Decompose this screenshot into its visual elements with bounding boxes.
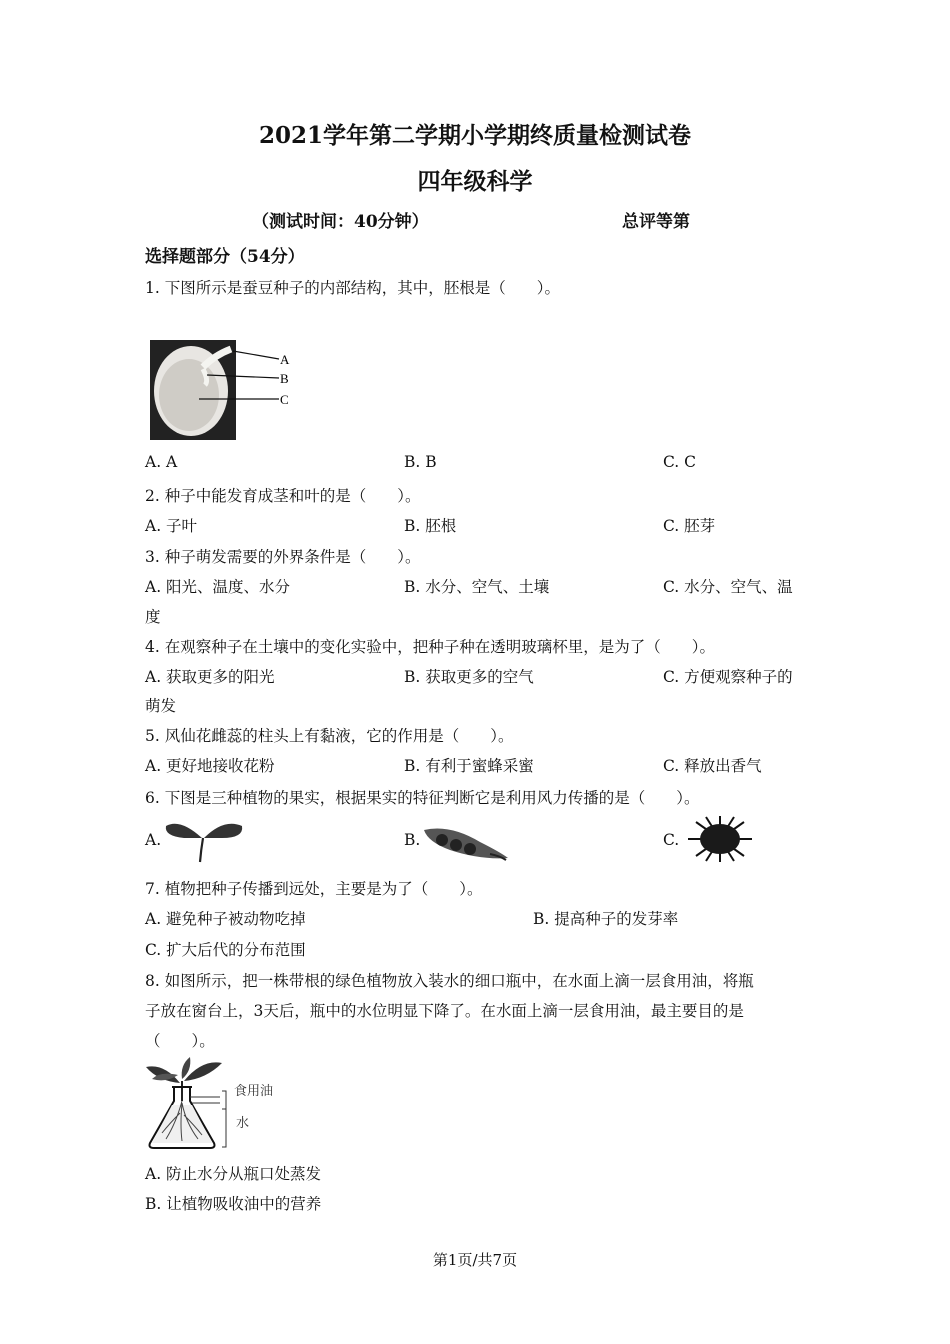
question-6-stem: 6. 下图是三种植物的果实，根据果实的特征判断它是利用风力传播的是（ ）。 xyxy=(145,789,700,807)
q2-option-a: A. 子叶 xyxy=(145,517,198,535)
q2-option-c: C. 胚芽 xyxy=(663,517,716,535)
q4-option-b: B. 获取更多的空气 xyxy=(404,668,534,686)
q4-option-c-wrap: 萌发 xyxy=(145,697,177,715)
q3-option-b: B. 水分、空气、土壤 xyxy=(404,578,550,596)
figure-label-c: C xyxy=(280,392,289,407)
label-edible-oil: 食用油 xyxy=(234,1084,274,1099)
flask-plant-figure xyxy=(140,1053,300,1153)
q7-option-a: A. 避免种子被动物吃掉 xyxy=(145,910,306,928)
page-footer: 第1页/共7页 xyxy=(432,1251,518,1269)
figure-label-b: B xyxy=(280,371,289,386)
question-8-stem-line-3: （ ）。 xyxy=(145,1032,215,1050)
test-time: （测试时间：40分钟） xyxy=(252,212,429,232)
cocklebur-icon xyxy=(684,814,756,864)
question-3-stem: 3. 种子萌发需要的外界条件是（ ）。 xyxy=(145,548,421,566)
q3-option-c: C. 水分、空气、温 xyxy=(663,578,793,596)
grade-label: 总评等第 xyxy=(622,212,690,232)
question-7-stem: 7. 植物把种子传播到远处，主要是为了（ ）。 xyxy=(145,880,483,898)
q3-option-a: A. 阳光、温度、水分 xyxy=(145,578,291,596)
label-water: 水 xyxy=(236,1116,250,1131)
exam-title: 2021学年第二学期小学期终质量检测试卷 xyxy=(258,122,691,149)
q6-option-c: C. xyxy=(663,831,680,849)
question-1-stem: 1. 下图所示是蚕豆种子的内部结构，其中，胚根是（ ）。 xyxy=(145,279,560,297)
q4-option-c: C. 方便观察种子的 xyxy=(663,668,793,686)
broad-bean-seed-figure xyxy=(145,337,295,443)
exam-subtitle: 四年级科学 xyxy=(417,168,533,195)
pea-pod-icon xyxy=(420,820,512,864)
q4-option-a: A. 获取更多的阳光 xyxy=(145,668,275,686)
q5-option-c: C. 释放出香气 xyxy=(663,757,762,775)
maple-samara-icon xyxy=(162,816,246,864)
q7-option-c: C. 扩大后代的分布范围 xyxy=(145,941,306,959)
q8-option-b: B. 让植物吸收油中的营养 xyxy=(145,1195,322,1213)
q8-option-a: A. 防止水分从瓶口处蒸发 xyxy=(145,1165,322,1183)
q5-option-b: B. 有利于蜜蜂采蜜 xyxy=(404,757,534,775)
q7-option-b: B. 提高种子的发芽率 xyxy=(533,910,679,928)
q6-option-b: B. xyxy=(404,831,421,849)
q2-option-b: B. 胚根 xyxy=(404,517,457,535)
question-5-stem: 5. 风仙花雌蕊的柱头上有黏液，它的作用是（ ）。 xyxy=(145,727,514,745)
figure-label-a: A xyxy=(280,352,290,367)
question-8-stem-line-2: 子放在窗台上，3天后，瓶中的水位明显下降了。在水面上滴一层食用油，最主要目的是 xyxy=(145,1002,744,1020)
question-8-stem-line-1: 8. 如图所示，把一株带根的绿色植物放入装水的细口瓶中，在水面上滴一层食用油，将瓶 xyxy=(145,972,754,990)
q6-option-a: A. xyxy=(145,831,162,849)
q1-option-a: A. A xyxy=(145,453,178,471)
q5-option-a: A. 更好地接收花粉 xyxy=(145,757,275,775)
q1-option-c: C. C xyxy=(663,453,697,471)
section-title: 选择题部分（54分） xyxy=(145,247,305,267)
question-2-stem: 2. 种子中能发育成茎和叶的是（ ）。 xyxy=(145,487,421,505)
q3-option-c-wrap: 度 xyxy=(145,608,161,626)
question-4-stem: 4. 在观察种子在土壤中的变化实验中，把种子种在透明玻璃杯里，是为了（ ）。 xyxy=(145,638,715,656)
q1-option-b: B. B xyxy=(404,453,437,471)
